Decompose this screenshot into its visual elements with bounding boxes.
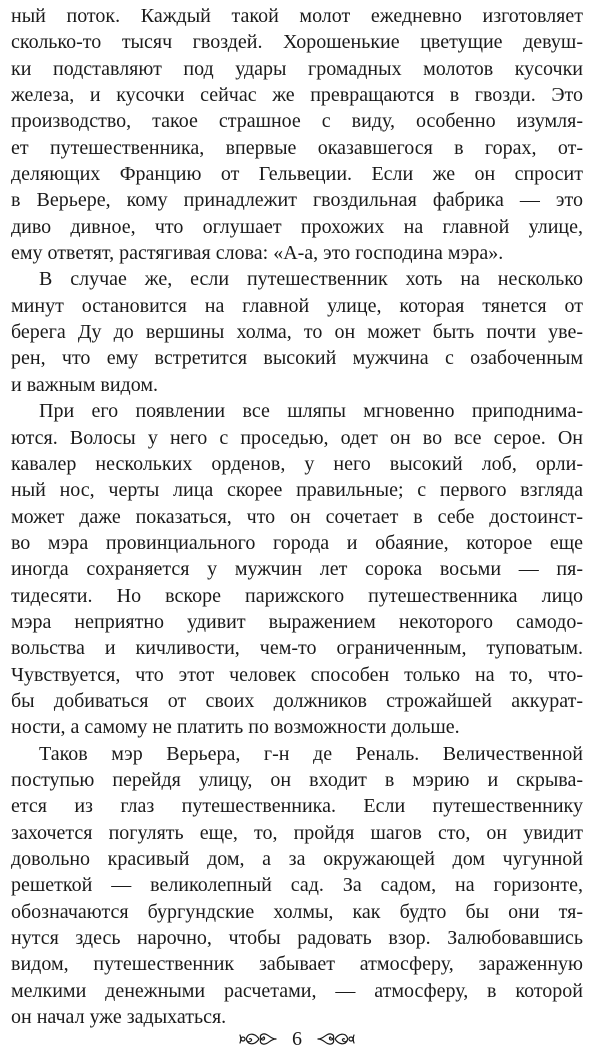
text-line: обозначаются бургундские холмы, как будто бы они тя-	[11, 900, 583, 923]
text-line: может даже показаться, что он сочетает в себе достоинст-	[11, 505, 583, 528]
paragraph	[11, 266, 583, 398]
text-line: Чувствуется, что этот человек способен только на то, что-	[11, 663, 583, 686]
text-line: мелкими денежными расчетами, — атмосферу, в которой	[11, 979, 583, 1002]
paragraph	[11, 3, 583, 266]
paragraph	[11, 741, 583, 1031]
page-number: 6	[292, 1027, 302, 1050]
text-line: довольно красивый дом, а за окружающей дом чугунной	[11, 848, 583, 870]
text-line: он начал уже задыхаться.	[11, 1006, 227, 1029]
text-line: берега Ду до вершины холма, то он может быть почти уве-	[11, 321, 583, 344]
text-line: во мэра провинциального города и обаяние, которое еще	[11, 531, 583, 554]
text-line: ются. Волосы у него с проседью, одет он во все серое. Он	[11, 426, 583, 449]
text-line: ки подставляют под удары громадных молотов кусочки	[11, 57, 583, 80]
text-line: и важным видом.	[11, 373, 158, 396]
text-line: деляющих Францию от Гельвеции. Если же он спросит	[11, 163, 583, 186]
text-line: мэра неприятно удивит выражением некоторого самодо-	[11, 610, 583, 633]
text-line: кавалер нескольких орденов, у него высокий лоб, орли-	[11, 452, 583, 475]
body-text	[11, 3, 583, 1030]
text-line: в Верьере, кому принадлежит гвоздильная фабрика — это	[11, 189, 583, 212]
text-line: ности, а самому не платить по возможности дольше.	[11, 716, 460, 739]
text-line: захочется погулять еще, то, пройдя шагов сто, он увидит	[11, 821, 583, 844]
text-line: ет путешественника, впервые оказавшегося в горах, от-	[11, 136, 583, 159]
text-line: Таков мэр Верьера, г-н де Реналь. Величественной	[39, 742, 583, 765]
text-line: иногда сохраняется у мужчин лет сорока восьми — пя-	[11, 558, 583, 581]
text-line: видом, путешественник забывает атмосферу, зараженную	[11, 953, 583, 976]
text-line: производство, такое страшное с виду, особенно изумля-	[11, 110, 583, 133]
text-line: При его появлении все шляпы мгновенно приподнима-	[39, 400, 583, 423]
text-line: ется из глаз путешественника. Если путешественнику	[11, 795, 583, 818]
text-line: нутся здесь нарочно, чтобы радовать взор. Залюбовавшись	[11, 927, 583, 950]
text-line: сколько-то тысяч гвоздей. Хорошенькие цветущие девуш-	[11, 31, 583, 54]
text-line: железа, и кусочки сейчас же превращаются в гвозди. Это	[11, 84, 583, 107]
text-line: ный нос, черты лица скорее правильные; с первого взгляда	[11, 479, 583, 502]
text-line: ный поток. Каждый такой молот ежедневно изготовляет	[11, 5, 583, 27]
text-line: поступью перейдя улицу, он входит в мэрию и скрыва-	[11, 768, 583, 791]
text-line: тидесяти. Но вскоре парижского путешественника лицо	[11, 584, 583, 607]
paragraph	[11, 398, 583, 740]
text-line: рен, что ему встретится высокий мужчина с озабоченным	[11, 347, 583, 370]
page-footer	[0, 1025, 594, 1053]
floral-ornament-icon	[238, 1029, 278, 1049]
floral-ornament-icon	[316, 1029, 356, 1049]
text-line: В случае же, если путешественник хоть на несколько	[39, 268, 583, 291]
text-line: решеткой — великолепный сад. За садом, на горизонте,	[11, 874, 583, 897]
text-line: бы добиваться от своих должников строжайшей аккурат-	[11, 689, 583, 712]
text-line: ему ответят, растягивая слова: «А-а, это господина мэра».	[11, 242, 504, 265]
text-line: вольства и кичливости, чем-то ограниченным, туповатым.	[11, 637, 583, 660]
text-line: диво дивное, что оглушает прохожих на главной улице,	[11, 215, 583, 238]
text-line: минут остановится на главной улице, которая тянется от	[11, 294, 583, 317]
